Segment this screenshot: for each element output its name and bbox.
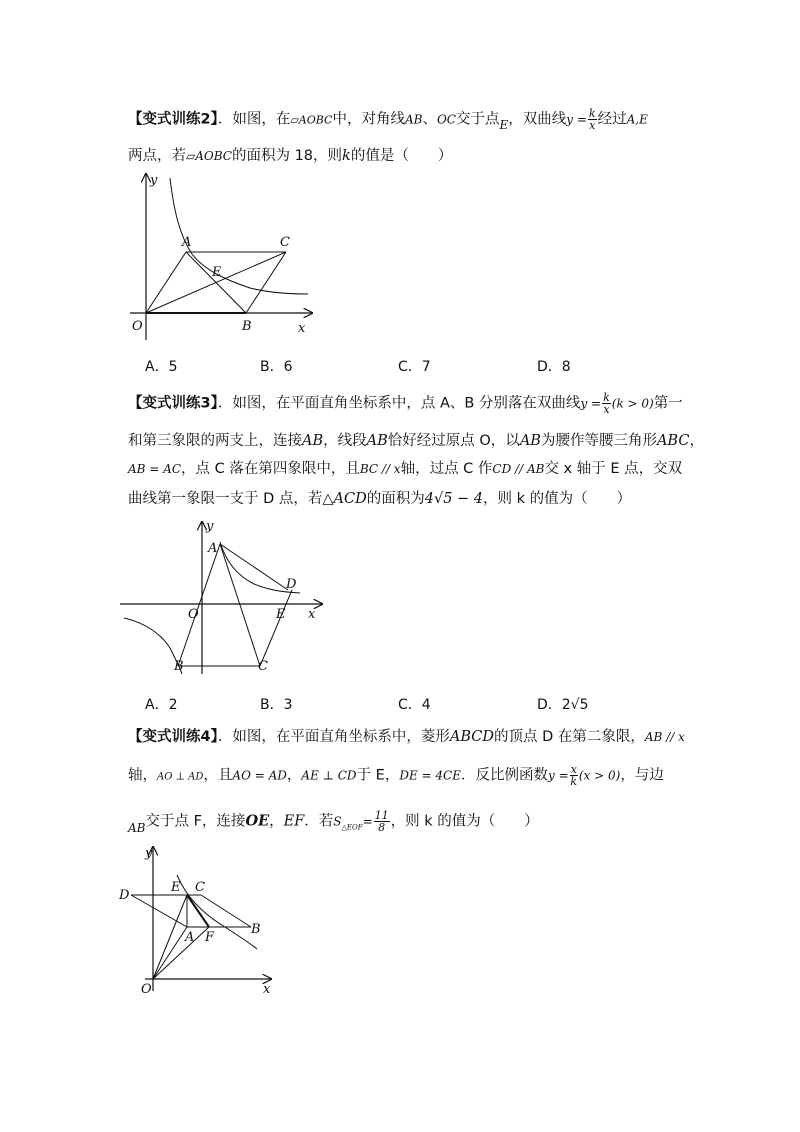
q3-e-label: E (276, 607, 286, 622)
q4-heading: 【变式训练4】 (128, 729, 218, 745)
q4-fraction-s: $\frac{11}{8}$ (374, 809, 389, 834)
q2-option-c[interactable]: C．7 (398, 359, 431, 375)
q4-x-label: x (263, 982, 271, 995)
q3-line3: AB = AC，点 C 落在第四象限中，且BC // x轴，过点 C 作CD // AB交 x 轴于 E 点，交双 (128, 461, 683, 477)
q4-figure (115, 845, 275, 995)
q3-d-label: D (286, 577, 297, 592)
q3-figure (118, 518, 328, 678)
q3-c-label: C (258, 659, 268, 674)
q2-heading: 【变式训练2】 (128, 111, 218, 128)
q2-y-label: y (150, 173, 158, 188)
q2-fraction: $\frac{k}{x}$ (588, 107, 596, 132)
q3-a-label: A (208, 541, 218, 556)
q2-x-label: x (298, 321, 306, 336)
q3-option-a[interactable]: A．2 (145, 697, 178, 713)
q3-y-label: y (206, 519, 214, 534)
q3-option-b[interactable]: B．3 (260, 697, 293, 713)
q2-option-d[interactable]: D．8 (537, 359, 571, 375)
q2-a-label: A (182, 235, 192, 250)
q2-option-a[interactable]: A．5 (145, 359, 178, 375)
q2-b-label: B (242, 319, 252, 334)
q2-line1: 【变式训练2】．如图，在▱AOBC中，对角线AB、OC交于点$_E$，双曲线y = $\frac{k}{x}$ 经过A,E (128, 107, 648, 132)
q3-line2: 和第三象限的两支上，连接AB，线段AB恰好经过原点 O，以AB为腰作等腰三角形ABC， (128, 433, 704, 449)
q4-b-label: B (251, 922, 261, 937)
q4-c-label: C (195, 880, 205, 895)
q4-line3: $_{AB}$交于点 F，连接OE，EF．若$S_{\triangle EOF}=$ $\frac{11}{8}$ ，则 k 的值为（ ） (128, 809, 539, 835)
q3-o-label: O (188, 607, 199, 622)
q3-line4: 曲线第一象限一支于 D 点，若△ACD的面积为4√5 − 4，则 k 的值为（ ） (128, 491, 632, 507)
q2-o-label: O (132, 319, 143, 334)
q4-e-label: E (171, 880, 181, 895)
q3-option-d[interactable]: D．2√5 (537, 697, 589, 713)
q3-option-c[interactable]: C．4 (398, 697, 431, 713)
q3-heading: 【变式训练3】 (128, 395, 218, 412)
q3-x-label: x (308, 607, 316, 622)
q3-fraction: $\frac{k}{x}$ (603, 391, 610, 416)
q4-f-label: F (205, 930, 215, 945)
q3-b-label: B (174, 659, 184, 674)
q2-figure (120, 172, 320, 344)
q4-a-label: A (185, 930, 195, 945)
q4-o-label: O (141, 982, 152, 995)
q4-line2: 轴，AO ⊥ AD，且AO = AD，AE ⊥ CD于 E，DE = 4CE．反比例函数y = $\frac{x}{k}$ (x > 0)，与边 (128, 763, 664, 788)
q3-line1: 【变式训练3】．如图，在平面直角坐标系中，点 A、B 分别落在双曲线y = $\frac{k}{x}$ (k > 0)第一 (128, 391, 683, 416)
q4-line1: 【变式训练4】．如图，在平面直角坐标系中，菱形ABCD的顶点 D 在第二象限，AB // x (128, 729, 685, 745)
q2-line2: 两点，若▱AOBC的面积为 18，则k的值是（ ） (128, 148, 453, 164)
q4-y-label: y (145, 846, 153, 861)
q4-d-label: D (119, 888, 130, 903)
q2-e-label: E (212, 265, 222, 280)
q2-option-b[interactable]: B．6 (260, 359, 293, 375)
q4-fraction: $\frac{x}{k}$ (570, 763, 578, 788)
q2-c-label: C (280, 235, 290, 250)
